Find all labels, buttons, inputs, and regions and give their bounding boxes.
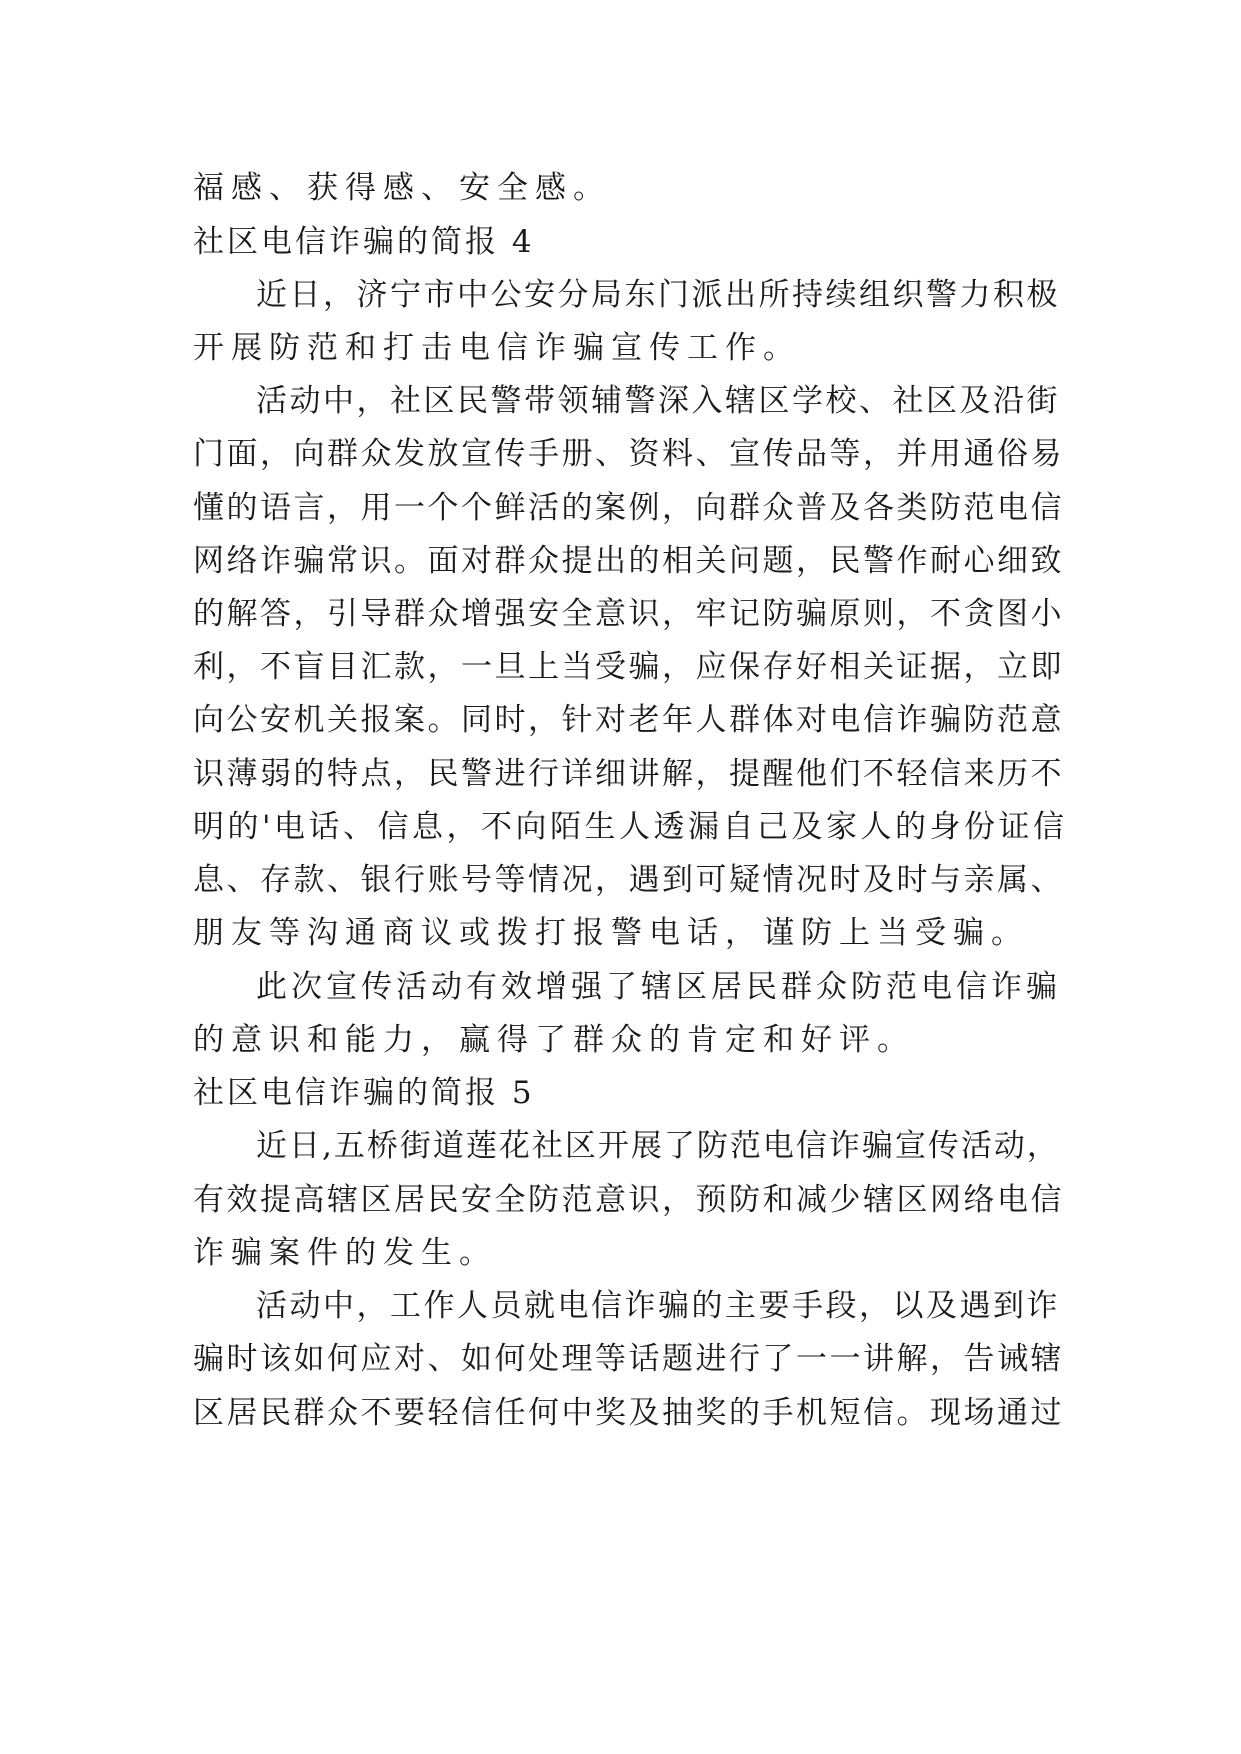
- paragraph-line: 区居民群众不要轻信任何中奖及抽奖的手机短信。现场通过: [193, 1395, 1064, 1431]
- paragraph-line: 此次宣传活动有效增强了辖区居民群众防范电信诈骗: [256, 969, 1061, 1005]
- paragraph-line: 福感、获得感、安全感。: [193, 170, 611, 206]
- paragraph-line: 骗时该如何应对、如何处理等话题进行了一一讲解，告诫辖: [193, 1341, 1064, 1377]
- paragraph-line: 近日，济宁市中公安分局东门派出所持续组织警力积极: [256, 277, 1060, 313]
- paragraph-line: 活动中，工作人员就电信诈骗的主要手段，以及遇到诈: [256, 1288, 1060, 1324]
- paragraph-line: 的解答，引导群众增强安全意识，牢记防骗原则，不贪图小: [193, 596, 1064, 632]
- paragraph-line: 门面，向群众发放宣传手册、资料、宣传品等，并用通俗易: [193, 436, 1064, 472]
- paragraph-line: 朋友等沟通商议或拨打报警电话，谨防上当受骗。: [193, 915, 1029, 951]
- paragraph-line: 识薄弱的特点，民警进行详细讲解，提醒他们不轻信来历不: [193, 756, 1064, 792]
- paragraph-line: 诈骗案件的发生。: [193, 1235, 497, 1271]
- paragraph-line: 的意识和能力，赢得了群众的肯定和好评。: [193, 1022, 915, 1058]
- paragraph-line: 向公安机关报案。同时，针对老年人群体对电信诈骗防范意: [193, 702, 1064, 738]
- paragraph-line: 近日,五桥街道莲花社区开展了防范电信诈骗宣传活动，: [256, 1128, 1060, 1164]
- paragraph-line: 开展防范和打击电信诈骗宣传工作。: [193, 330, 801, 366]
- paragraph-line: 活动中，社区民警带领辅警深入辖区学校、社区及沿街: [256, 383, 1060, 419]
- paragraph-line: 懂的语言，用一个个鲜活的案例，向群众普及各类防范电信: [193, 490, 1064, 526]
- paragraph-line: 网络诈骗常识。面对群众提出的相关问题，民警作耐心细致: [193, 543, 1064, 579]
- section-heading: 社区电信诈骗的简报 4: [193, 224, 535, 260]
- paragraph-line: 明的'电话、信息，不向陌生人透漏自己及家人的身份证信: [193, 809, 1068, 845]
- paragraph-line: 有效提高辖区居民安全防范意识，预防和减少辖区网络电信: [193, 1182, 1064, 1218]
- paragraph-line: 息、存款、银行账号等情况，遇到可疑情况时及时与亲属、: [193, 862, 1064, 898]
- section-heading: 社区电信诈骗的简报 5: [193, 1075, 535, 1111]
- paragraph-line: 利，不盲目汇款，一旦上当受骗，应保存好相关证据，立即: [193, 649, 1064, 685]
